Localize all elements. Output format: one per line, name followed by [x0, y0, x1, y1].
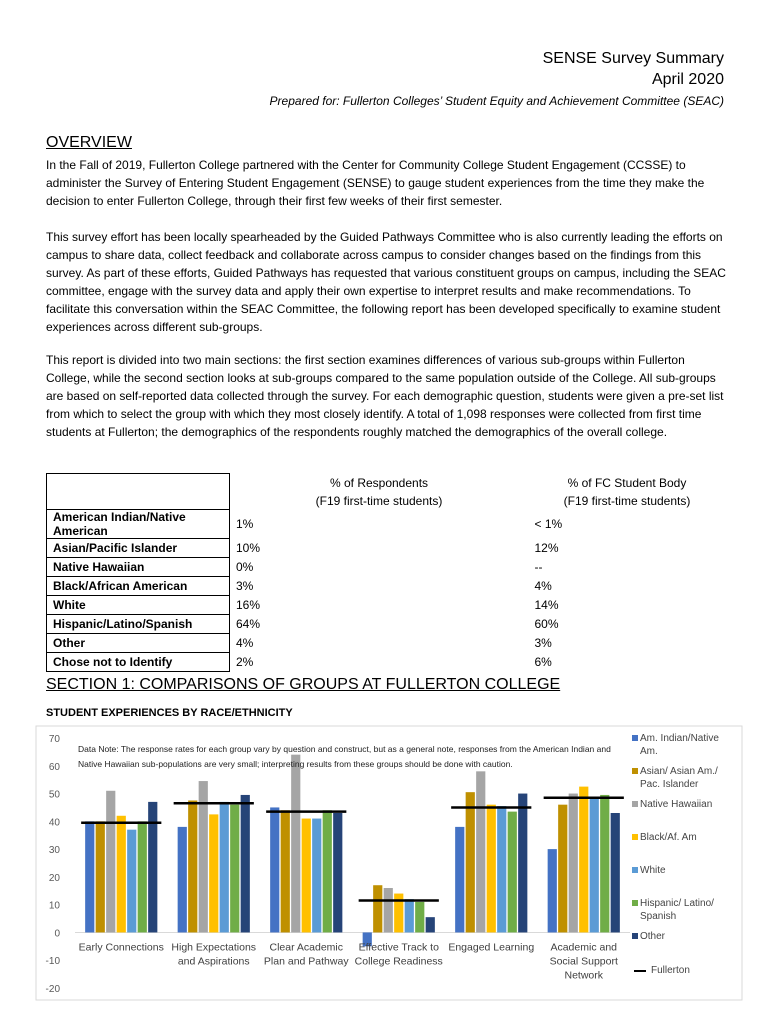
bar [466, 792, 475, 932]
y-tick-label: -10 [45, 956, 60, 968]
row-respondents-value: 16% [236, 598, 261, 612]
y-tick-label: 40 [48, 817, 60, 829]
row-respondents-value: 10% [236, 541, 261, 555]
row-student-body-value: 60% [534, 617, 559, 631]
legend-reference-line [634, 970, 646, 972]
table-row [47, 615, 726, 634]
row-label: White [47, 596, 230, 615]
row-label: Black/African American [47, 577, 230, 596]
chart-data-note: Data Note: The response rates for each group vary by question and construct, but as a general note, responses from the American Indian and Native Hawaiian sub-populations are very small; interpreting results from these groups should be done with caution. [78, 744, 611, 769]
row-student-body-value: 14% [534, 598, 559, 612]
table-row [47, 596, 726, 615]
legend-swatch [632, 933, 638, 939]
bar [312, 819, 321, 933]
table-corner-cell [47, 474, 230, 510]
bar [558, 805, 567, 933]
x-category-label: Clear Academic [269, 941, 344, 954]
bar [138, 821, 147, 932]
bar [117, 816, 126, 933]
col-header-student-body: % of FC Student Body [567, 475, 687, 490]
legend-label: Asian/ Asian Am./ [640, 766, 718, 777]
bar [241, 795, 250, 933]
bar [96, 821, 105, 932]
legend-item [640, 798, 740, 811]
overview-heading: OVERVIEW [46, 134, 132, 151]
y-tick-label: 60 [48, 761, 60, 773]
table-row [47, 539, 726, 558]
bar [579, 787, 588, 933]
x-category-label: Early Connections [78, 941, 164, 954]
bar [373, 885, 382, 932]
bar [518, 794, 527, 933]
table-row [47, 558, 726, 577]
row-respondents-value: 2% [236, 655, 254, 669]
bar [476, 771, 485, 932]
bar [127, 830, 136, 933]
row-label: Asian/Pacific Islander [47, 539, 230, 558]
y-tick-label: 70 [48, 734, 60, 745]
row-respondents-value: 1% [236, 517, 254, 531]
row-label: Other [47, 634, 230, 653]
y-tick-label: 50 [48, 789, 60, 801]
x-category-label: Academic and [550, 941, 618, 954]
bar [230, 805, 239, 933]
legend-label: Pac. Islander [640, 779, 699, 790]
row-student-body-value: 4% [534, 579, 552, 593]
bar [106, 791, 115, 933]
bar [569, 794, 578, 933]
bar [508, 812, 517, 933]
y-tick-label: 0 [54, 928, 60, 940]
bar [405, 899, 414, 932]
legend-label: Hispanic/ Latino/ [640, 898, 714, 909]
x-category-label: and Aspirations [177, 955, 250, 968]
row-student-body-value: 12% [534, 541, 559, 555]
overview-paragraph-1: In the Fall of 2019, Fullerton College partnered with the Center for Community College Student Engagement (CCSSE) to administer the Survey of Entering Student Engagement (SENSE) to gauge student experiences from the time they make the decision to enter Fullerton College, through their first few weeks of their first semester. [46, 158, 705, 208]
y-tick-label: 30 [48, 845, 60, 857]
legend-label: Am. [640, 746, 658, 757]
report-title: SENSE Survey Summary [542, 50, 724, 67]
col-subheader-student-body: (F19 first-time students) [563, 493, 691, 508]
legend-item [640, 765, 740, 791]
row-respondents-value: 4% [236, 636, 254, 650]
x-category-label: College Readiness [354, 955, 443, 968]
x-category-label: Engaged Learning [448, 941, 535, 954]
y-tick-label: -20 [45, 984, 60, 995]
legend-label: White [640, 865, 666, 876]
bar [302, 819, 311, 933]
bar [426, 917, 435, 932]
col-subheader-respondents: (F19 first-time students) [315, 493, 443, 508]
legend-item [640, 930, 740, 943]
row-respondents-value: 64% [236, 617, 261, 631]
bar [178, 827, 187, 933]
row-student-body-value: -- [534, 560, 543, 574]
x-category-label: Effective Track to [358, 941, 439, 954]
bar [220, 802, 229, 933]
prepared-for: Prepared for: Fullerton Colleges’ Student Equity and Achievement Committee (SEAC) [269, 94, 724, 108]
legend-label: Black/Af. Am [640, 832, 697, 843]
row-label: American Indian/Native American [47, 510, 230, 539]
legend-item [640, 864, 740, 877]
section-1-heading: SECTION 1: COMPARISONS OF GROUPS AT FULLERTON COLLEGE [46, 676, 561, 693]
bar [85, 821, 94, 932]
x-category-label: High Expectations [171, 941, 257, 954]
row-label: Native Hawaiian [47, 558, 230, 577]
overview-paragraph-2: This survey effort has been locally spearheaded by the Guided Pathways Committee who is also currently leading the efforts on campus to share data, collect feedback and collaborate across campus to consider changes based on the findings from this survey. As part of these efforts, Guided Pathways has requested that various constituent groups on campus, including the SEAC committee, engage with the survey data and apply their own expertise to interpret results and make recommendations. To facilitate this conversation within the SEAC Committee, the following report has been developed specifically to examine student experiences across different sub-groups. [46, 230, 726, 334]
demographics-table [46, 473, 726, 672]
y-tick-label: 10 [48, 900, 60, 912]
bar [270, 807, 279, 932]
x-category-label: Plan and Pathway [263, 955, 349, 968]
table-row [47, 653, 726, 672]
legend-item [640, 831, 740, 844]
bar [415, 902, 424, 933]
bar [384, 888, 393, 932]
bar [323, 810, 332, 932]
section-1-subheading: STUDENT EXPERIENCES BY RACE/ETHNICITY [46, 707, 293, 719]
bar [497, 806, 506, 932]
row-label: Chose not to Identify [47, 653, 230, 672]
x-category-label: Social Support [549, 955, 618, 968]
row-respondents-value: 3% [236, 579, 254, 593]
legend-item [640, 897, 740, 923]
row-label: Hispanic/Latino/Spanish [47, 615, 230, 634]
bar [281, 810, 290, 932]
legend-label: Native Hawaiian [640, 799, 713, 810]
legend-swatch [632, 867, 638, 873]
bar [590, 798, 599, 933]
x-category-label: Network [564, 969, 604, 982]
bar [600, 795, 609, 933]
legend-swatch [632, 900, 638, 906]
legend-label: Fullerton [651, 965, 690, 976]
bar [487, 805, 496, 933]
bar [333, 813, 342, 932]
overview-paragraph-3: This report is divided into two main sections: the first section examines differences of various sub-groups within Fullerton College, while the second section looks at sub-groups compared to the same population outside of the College. All sub-groups are based on self-reported data collected through the survey. For each demographic question, students were given a pre-set list from which to select the group with which they most closely identify. A total of 1,098 responses were collected from first time students at Fullerton; the demographics of the respondents roughly matched the demographics of the overall college. [46, 353, 724, 439]
bar [611, 813, 620, 932]
row-student-body-value: 3% [534, 636, 552, 650]
col-header-respondents: % of Respondents [329, 475, 429, 490]
row-respondents-value: 0% [236, 560, 254, 574]
row-student-body-value: 6% [534, 655, 552, 669]
legend-swatch [632, 768, 638, 774]
bar [291, 755, 300, 933]
table-row [47, 577, 726, 596]
legend-item [651, 964, 751, 977]
legend-label: Spanish [640, 911, 677, 922]
bar [188, 801, 197, 933]
bar [209, 814, 218, 932]
legend-swatch [632, 801, 638, 807]
legend-item [640, 732, 740, 758]
bar [455, 827, 464, 933]
demographics-table-body [47, 510, 726, 672]
table-row [47, 510, 726, 539]
legend-label: Other [640, 931, 666, 942]
bar [548, 849, 557, 932]
legend-label: Am. Indian/Native [640, 733, 719, 744]
legend-swatch [632, 735, 638, 741]
report-date: April 2020 [651, 71, 724, 88]
row-student-body-value: < 1% [534, 517, 563, 531]
y-tick-label: 20 [48, 872, 60, 884]
table-row [47, 634, 726, 653]
legend-swatch [632, 834, 638, 840]
